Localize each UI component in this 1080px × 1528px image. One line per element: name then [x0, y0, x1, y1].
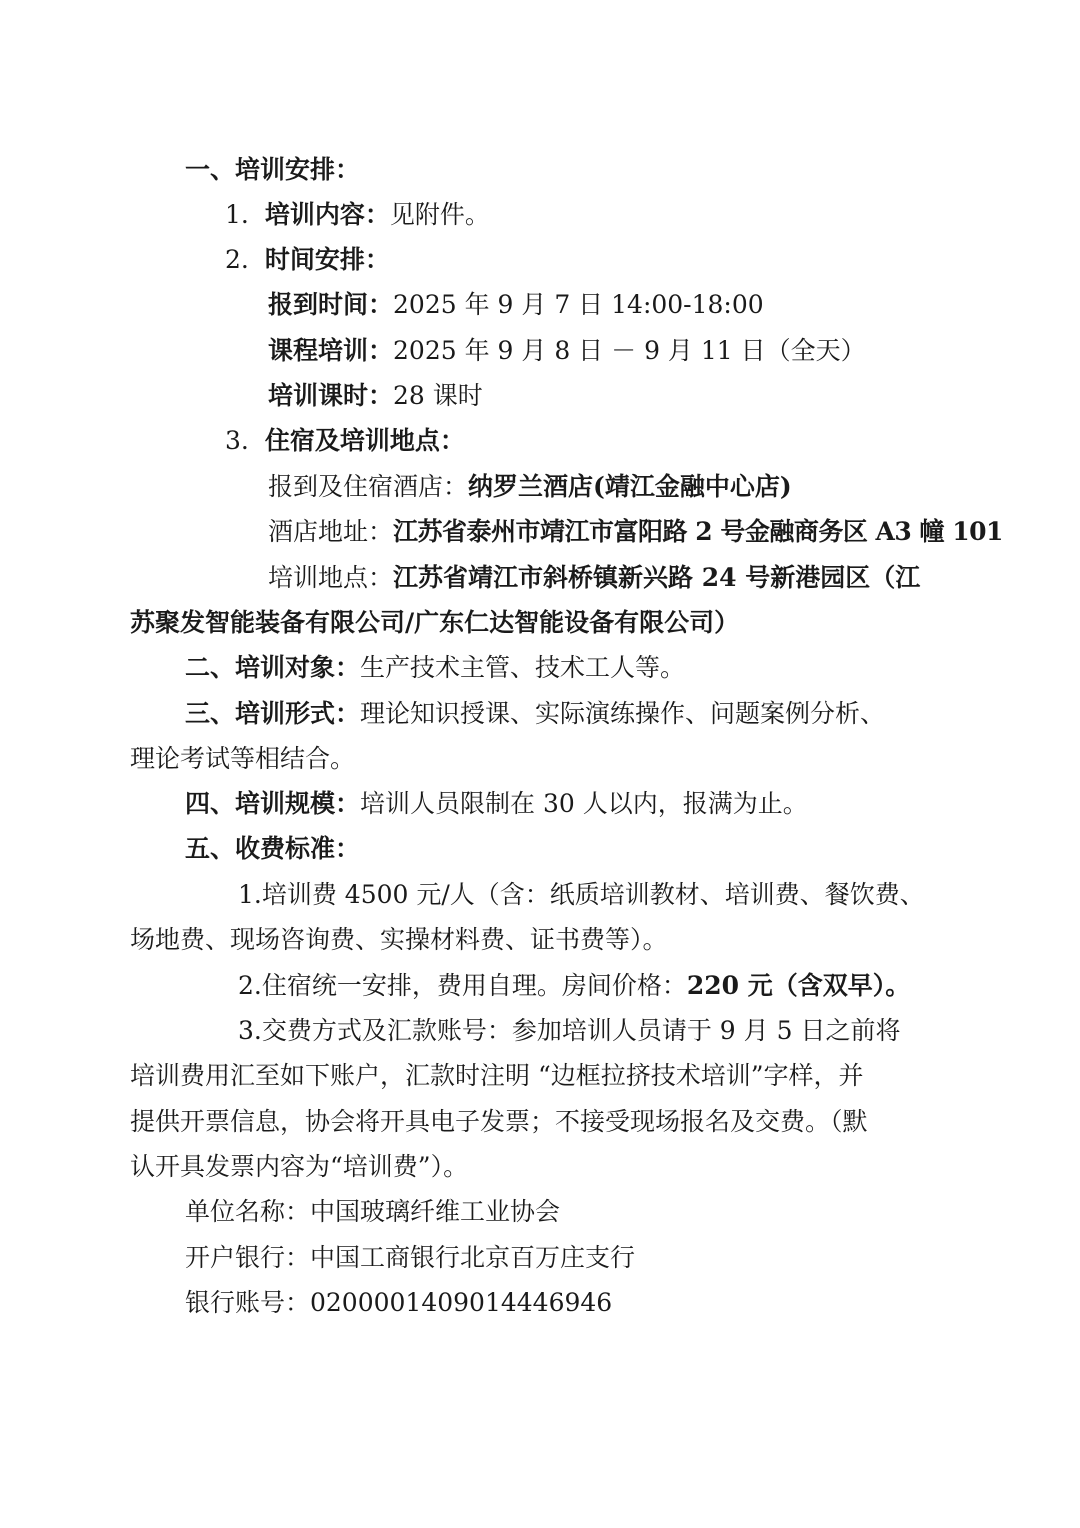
fee2-line: [238, 968, 910, 1004]
fee3-line-1: 3.交费方式及汇款账号：参加培训人员请于 9 月 5 日之前将: [238, 1016, 901, 1045]
section4-value: 培训人员限制在 30 人以内，报满为止。: [360, 789, 808, 818]
section3-heading: 三、培训形式：: [185, 699, 361, 728]
item2-number: 2.: [225, 245, 249, 274]
item3-line: [225, 423, 465, 459]
fee1-line-2: 场地费、现场咨询费、实操材料费、证书费等）。: [130, 925, 668, 954]
item1-number: 1.: [225, 200, 249, 229]
hotel-address-line: [268, 514, 1003, 550]
fee3-line-4: 认开具发票内容为“培训费”）。: [130, 1152, 469, 1181]
section5-heading: 五、收费标准：: [185, 834, 361, 863]
hotel-line: [268, 469, 792, 505]
account-number: 银行账号：0200001409014446946: [185, 1288, 613, 1317]
hotel-address-value: 江苏省泰州市靖江市富阳路 2 号金融商务区 A3 幢 101: [393, 517, 1003, 546]
section4-line: [185, 786, 808, 822]
bank-name: 开户银行：中国工商银行北京百万庄支行: [185, 1243, 636, 1272]
venue-line-1: [268, 560, 920, 596]
course-time-value: 2025 年 9 月 8 日 － 9 月 11 日（全天）: [393, 336, 866, 365]
item1-value: 见附件。: [389, 200, 490, 229]
section3-line-2: 理论考试等相结合。: [130, 744, 356, 773]
section1-heading: 一、培训安排：: [185, 155, 361, 184]
checkin-time-line: [268, 287, 764, 323]
training-hours-label: 培训课时：: [268, 381, 394, 410]
room-price: 220 元（含双早）。: [686, 971, 911, 1000]
section3-line-1: [185, 696, 885, 732]
account-name: 单位名称：中国玻璃纤维工业协会: [185, 1197, 561, 1226]
item1-line: [225, 197, 490, 233]
venue-label: 培训地点：: [268, 563, 394, 592]
fee3-line-3: 提供开票信息，协会将开具电子发票；不接受现场报名及交费。（默: [130, 1107, 868, 1136]
course-time-label: 课程培训：: [268, 336, 394, 365]
hotel-address-label: 酒店地址：: [268, 517, 394, 546]
fee3-line-2: 培训费用汇至如下账户，汇款时注明 “边框拉挤技术培训”字样，并: [130, 1061, 864, 1090]
checkin-time-value: 2025 年 9 月 7 日 14:00-18:00: [393, 290, 764, 319]
venue-value-line1: 江苏省靖江市斜桥镇新兴路 24 号新港园区（江: [393, 563, 921, 592]
item3-label: 住宿及培训地点：: [264, 426, 465, 455]
item2-label: 时间安排：: [264, 245, 390, 274]
venue-line-2: 苏聚发智能装备有限公司/广东仁达智能设备有限公司）: [130, 608, 740, 637]
section2-value: 生产技术主管、技术工人等。: [360, 653, 686, 682]
hotel-label: 报到及住宿酒店：: [268, 472, 469, 501]
course-time-line: [268, 333, 866, 369]
training-hours-value: 28 课时: [393, 381, 483, 410]
section4-heading: 四、培训规模：: [185, 789, 361, 818]
item1-label: 培训内容：: [264, 200, 390, 229]
item3-number: 3.: [225, 426, 249, 455]
section3-value-line1: 理论知识授课、实际演练操作、问题案例分析、: [360, 699, 886, 728]
item2-line: [225, 242, 390, 278]
fee1-line-1: 1.培训费 4500 元/人（含：纸质培训教材、培训费、餐饮费、: [238, 880, 925, 909]
section2-line: [185, 650, 685, 686]
training-hours-line: [268, 378, 483, 414]
section2-heading: 二、培训对象：: [185, 653, 361, 682]
checkin-time-label: 报到时间：: [268, 290, 394, 319]
fee2-text: 2.住宿统一安排，费用自理。房间价格：: [238, 971, 687, 1000]
hotel-value: 纳罗兰酒店(靖江金融中心店): [468, 472, 792, 501]
